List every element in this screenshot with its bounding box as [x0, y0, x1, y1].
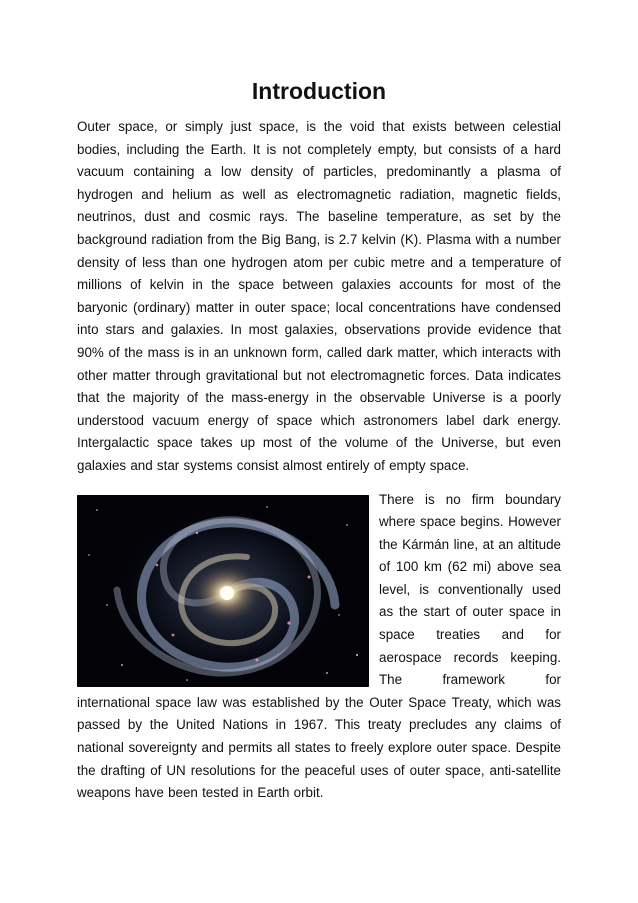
- spiral-galaxy-image: [77, 495, 369, 687]
- document-page: [77, 76, 561, 805]
- paragraph-space-boundary: There is no firm boundary where space begins. However the Kármán line, at an altitude of 100 km (62 mi) above sea level, is conventionally used as the start of outer space in space treaties and for aerospace records keeping. The framework for international space law was established by the Outer Space Treaty, which was passed by the United Nations in 1967. This treaty precludes any claims of national sovereignty and permits all states to freely explore outer space. Despite the drafting of UN resolutions for the peaceful uses of outer space, anti-satellite weapons have been tested in Earth orbit.: [77, 491, 561, 801]
- galaxy-icon: [77, 495, 369, 687]
- paragraph-introduction: Outer space, or simply just space, is the void that exists between celestial bodies, including the Earth. It is not completely empty, but consists of a hard vacuum containing a low density of particles, predominantly a plasma of hydrogen and helium as well as electromagnetic radiation, magnetic fields, neutrinos, dust and cosmic rays. The baseline temperature, as set by the background radiation from the Big Bang, is 2.7 kelvin (K). Plasma with a number density of less than one hydrogen atom per cubic metre and a temperature of millions of kelvin in the space between galaxies accounts for most of the baryonic (ordinary) matter in outer space; local concentrations have condensed into stars and galaxies. In most galaxies, observations provide evidence that 90% of the mass is in an unknown form, called dark matter, which interacts with other matter through gravitational but not electromagnetic forces. Data indicates that the majority of the mass-energy in the observable Universe is a poorly understood vacuum energy of space which astronomers label dark energy. Intergalactic space takes up most of the volume of the Universe, but even galaxies and star systems consist almost entirely of empty space.: [77, 119, 561, 473]
- figure-and-text-section: [77, 489, 561, 805]
- page-title: Introduction: [251, 78, 387, 104]
